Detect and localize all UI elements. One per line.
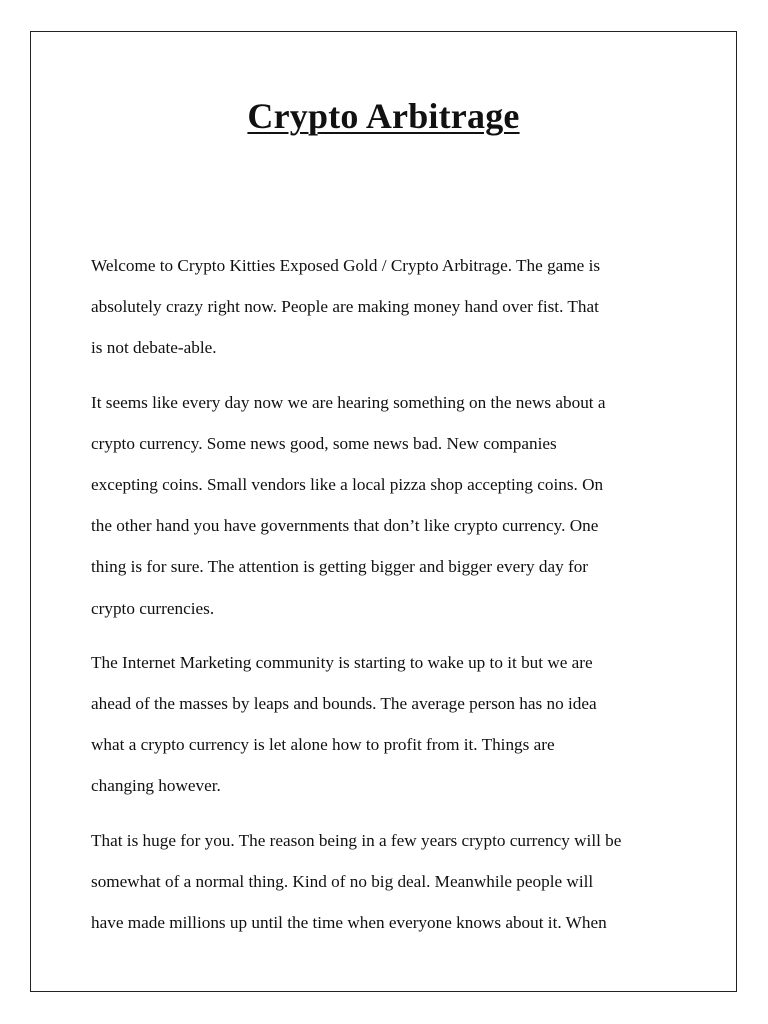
text-line: excepting coins. Small vendors like a local pizza shop accepting coins. On	[91, 475, 604, 495]
text-line: Welcome to Crypto Kitties Exposed Gold / Crypto Arbitrage. The game is	[91, 256, 601, 275]
paragraph-1	[91, 245, 691, 369]
text-line: changing however.	[91, 776, 221, 796]
text-line: crypto currency. Some news good, some news bad. New companies	[91, 433, 557, 453]
document-page	[30, 31, 737, 992]
paragraph-3	[91, 642, 691, 807]
paragraph-2	[91, 382, 691, 629]
document-body	[91, 245, 691, 956]
text-line: It seems like every day now we are hearing something on the news about a	[91, 392, 606, 412]
document-title: Crypto Arbitrage	[247, 96, 520, 136]
text-line: The Internet Marketing community is starting to wake up to it but we are	[91, 652, 593, 672]
text-line: ahead of the masses by leaps and bounds. The average person has no idea	[91, 694, 597, 714]
text-line: somewhat of a normal thing. Kind of no big deal. Meanwhile people will	[91, 871, 594, 891]
text-line: That is huge for you. The reason being in a few years crypto currency will be	[91, 830, 622, 850]
text-line: absolutely crazy right now. People are making money hand over fist. That	[91, 297, 599, 317]
text-line: the other hand you have governments that don’t like crypto currency. One	[91, 516, 599, 536]
text-line: have made millions up until the time when everyone knows about it. When	[91, 913, 607, 933]
text-line: thing is for sure. The attention is getting bigger and bigger every day for	[91, 557, 589, 577]
text-line: what a crypto currency is let alone how to profit from it. Things are	[91, 735, 555, 755]
text-line: is not debate-able.	[91, 338, 217, 358]
text-line: crypto currencies.	[91, 598, 215, 618]
paragraph-4	[91, 820, 691, 944]
